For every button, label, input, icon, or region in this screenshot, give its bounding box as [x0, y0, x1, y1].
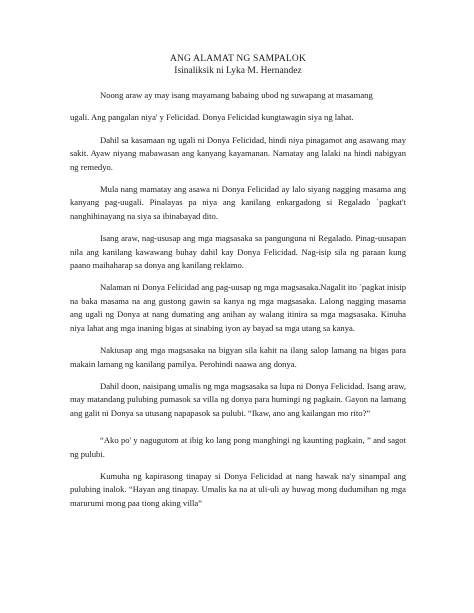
document-title: ANG ALAMAT NG SAMPALOK [169, 54, 307, 64]
document-page [70, 53, 406, 519]
paragraph-10: Kumuha ng kapirasong tinapay si Donya Felicidad at nang hawak na'y sinampal ang pulubing inalok. “Hayan ang tinapay. Umalis ka na at uli-uli ay huwag mong dudumihan ng mga marurumi mong paa tiong aking villa” [70, 470, 406, 508]
paragraph-2: ugali. Ang pangalan niya' y Felicidad. Donya Felicidad kungtawagin siya ng lahat. [70, 112, 354, 123]
paragraph-5: Isang araw, nag-ususap ang mga magsasaka sa pangunguna ni Regalado. Pinag-uusapan nila ang kanilang kawawang buhay dahil kay Donya Felicidad. Nag-isip sila ng paraan kung paano maihaharap sa donya ang kanilang reklamo. [70, 233, 406, 271]
document-author: Isinaliksik ni Lyka M. Hernandez [174, 66, 302, 76]
paragraph-9: “Ako po' y nagugutom at ibig ko lang pong manghingi ng kaunting pagkain, ” and sagot ng pulubi. [70, 435, 406, 459]
paragraph-3: Dahil sa kasamaan ng ugali ni Donya Felicidad, hindi niya pinagamot ang asawang may sakit. Ayaw niyang mabawasan ang kanyang kayamanan. Namatay ang lalaki na hindi nabigyan ng remedyo. [70, 134, 406, 172]
paragraph-8: Dahil doon, naisipang umalis ng mga magsasaka sa lupa ni Donya Felicidad. Isang araw, may matandang pulubing pumasok sa villa ng donya para humingi ng pagkain. Gayon na lamang ang galit ni Donya sa utusang napapasok sa pulubi. “Ikaw, ano ang kailangan mo rito?” [70, 380, 406, 418]
paragraph-4: Mula nang mamatay ang asawa ni Donya Felicidad ay lalo siyang nagging masama ang kanyang pag-uugali. Pinalayas pa niya ang kanilang enkargadong si Regalado `pagkat't nanghihinayang na siya sa ibinabayad dito. [70, 184, 406, 221]
paragraph-1: Noong araw ay may isang mayamang babaing ubod ng suwapang at masamang [100, 90, 373, 100]
paragraph-7: Nakiusap ang mga magsasaka na bigyan sila kahit na ilang salop lamang na bigas para makain lamang ng kanilang pamilya. Perohindi naawa ang donya. [70, 345, 406, 369]
title-block [70, 53, 406, 77]
paragraph-6: Nalaman ni Donya Felicidad ang pag-uusap ng mga magsasaka.Nagalit ito `pagkat inisip na baka masama na ang gustong gawin sa kanya ng mga magsasaka. Lalong nagging masama ang ugali ng Donya at nang dumating ang anihan ay walang itinira sa mga magsasaka. Kinuha niya lahat ang mga inaning bigas at sinabing iyon ay bayad sa mga utang sa kanya. [70, 282, 406, 333]
